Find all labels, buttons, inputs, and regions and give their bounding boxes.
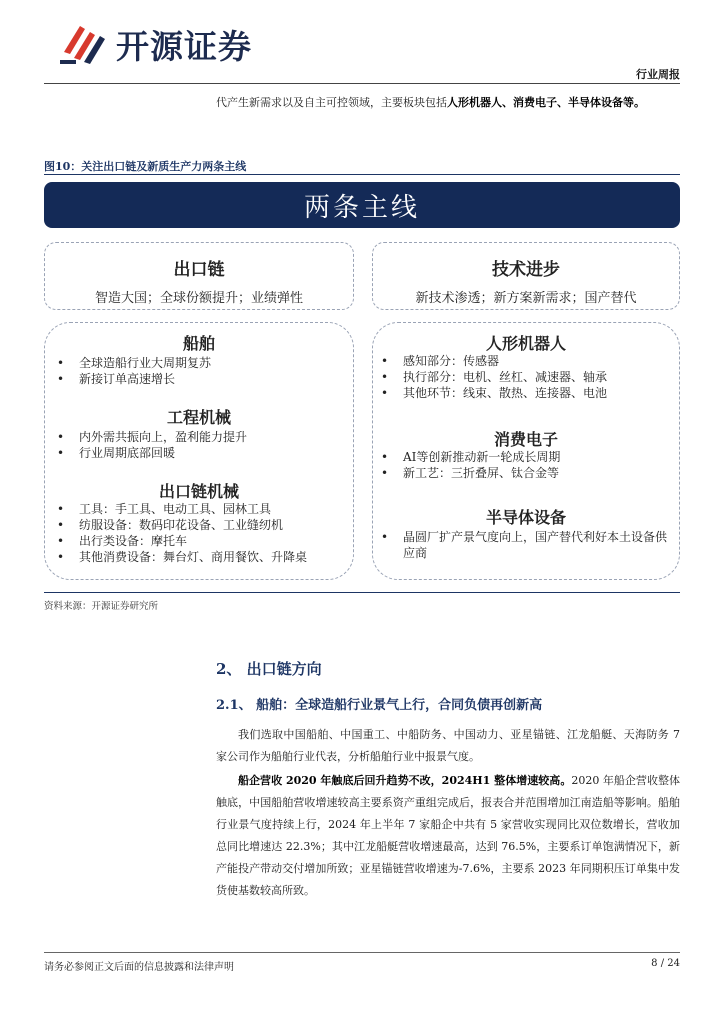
list-item: • 新工艺：三折叠屏、钛合金等 (377, 465, 560, 481)
list-item: • 其他消费设备：舞台灯、商用餐饮、升降桌 (53, 549, 307, 565)
section-heading-semiconductor-equipment: 半导体设备 (485, 508, 566, 527)
list-item: • 行业周期底部回暖 (53, 445, 247, 461)
paragraph-1: 我们选取中国船舶、中国重工、中船防务、中国动力、亚星锚链、江龙船艇、天海防务 7 家公司作为船舶行业代表，分析船舶行业中报景气度。 (216, 728, 680, 763)
consumer-electronics-list (377, 449, 560, 481)
export-machinery-list (53, 501, 307, 565)
subsection-heading: 2.1、 船舶：全球造船行业景气上行，合同负债再创新高 (216, 698, 543, 713)
construction-machinery-list (53, 429, 247, 461)
intro-paragraph: 代产生新需求以及自主可控领域，主要板块包括人形机器人、消费电子、半导体设备等。 (216, 96, 645, 109)
list-item: • 全球造船行业大周期复苏 (53, 355, 211, 371)
doc-type: 行业周报 (636, 68, 680, 81)
export-chain-subtitle: 智造大国；全球份额提升；业绩弹性 (94, 291, 303, 306)
section-heading-consumer-electronics: 消费电子 (493, 430, 558, 449)
section-heading-construction-machinery: 工程机械 (166, 408, 231, 427)
ships-list (53, 355, 211, 387)
list-item: • 工具：手工具、电动工具、园林工具 (53, 501, 307, 517)
brand-name: 开源证券 (116, 26, 252, 66)
brand-logo-icon (58, 22, 110, 66)
list-item: • 出行类设备：摩托车 (53, 533, 307, 549)
export-chain-details (44, 322, 354, 580)
footer-divider (44, 952, 680, 953)
list-item: • 执行部分：电机、丝杠、减速器、轴承 (377, 369, 607, 385)
list-item: • 新接订单高速增长 (53, 371, 211, 387)
semiconductor-equipment-list (377, 529, 667, 561)
list-item: • 晶圆厂扩产景气度向上，国产替代利好本土设备供应商 (377, 529, 667, 561)
section-heading-ships: 船舶 (182, 334, 215, 353)
figure-banner: 两条主线 (44, 182, 680, 228)
tech-progress-box (372, 242, 680, 310)
list-item: • 内外需共振向上，盈利能力提升 (53, 429, 247, 445)
paragraph-2: 船企营收 2020 年触底后回升趋势不改，2024H1 整体增速较高。2020 年船企营收整体触底，中国船舶营收增速较高主要系资产重组完成后，报表合并范围增加江南造船等影响。船舶行业景气度持续上行，2024 年上半年 7 家船企中共有 5 家营收实现同比双位数增长，营收加总同比增速达 22.3%；其中江龙船艇营收增速最高，达到 76.5%，主要系订单饱满情况下，新产能投产带动交付增加所致；亚星锚链营收增速为-7.6%，主要系 2023 年同期积压订单集中发货使基数较高所致。 (216, 774, 680, 897)
list-item: • 感知部分：传感器 (377, 353, 607, 369)
export-chain-title: 出口链 (173, 260, 225, 280)
list-item: • 纺服设备：数码印花设备、工业缝纫机 (53, 517, 307, 533)
figure-divider-bottom (44, 592, 680, 593)
figure-title: 图10：关注出口链及新质生产力两条主线 (44, 160, 247, 173)
tech-progress-subtitle: 新技术渗透；新方案新需求；国产替代 (415, 291, 637, 306)
figure-source: 资料来源：开源证券研究所 (44, 601, 159, 612)
list-item: • 其他环节：线束、散热、连接器、电池 (377, 385, 607, 401)
tech-progress-title: 技术进步 (492, 260, 560, 280)
humanoid-robot-list (377, 353, 607, 401)
header-divider (44, 83, 680, 84)
export-chain-box (44, 242, 354, 310)
footer-disclaimer: 请务必参阅正文后面的信息披露和法律声明 (44, 962, 234, 973)
section-heading-export-machinery: 出口链机械 (158, 482, 239, 501)
page-number: 8 / 24 (651, 958, 680, 969)
section-heading-humanoid-robot: 人形机器人 (485, 334, 566, 353)
list-item: • AI等创新推动新一轮成长周期 (377, 449, 560, 465)
tech-progress-details (372, 322, 680, 580)
section-heading: 2、 出口链方向 (216, 660, 322, 678)
brand-logo (58, 22, 252, 66)
figure-divider-top (44, 174, 680, 175)
